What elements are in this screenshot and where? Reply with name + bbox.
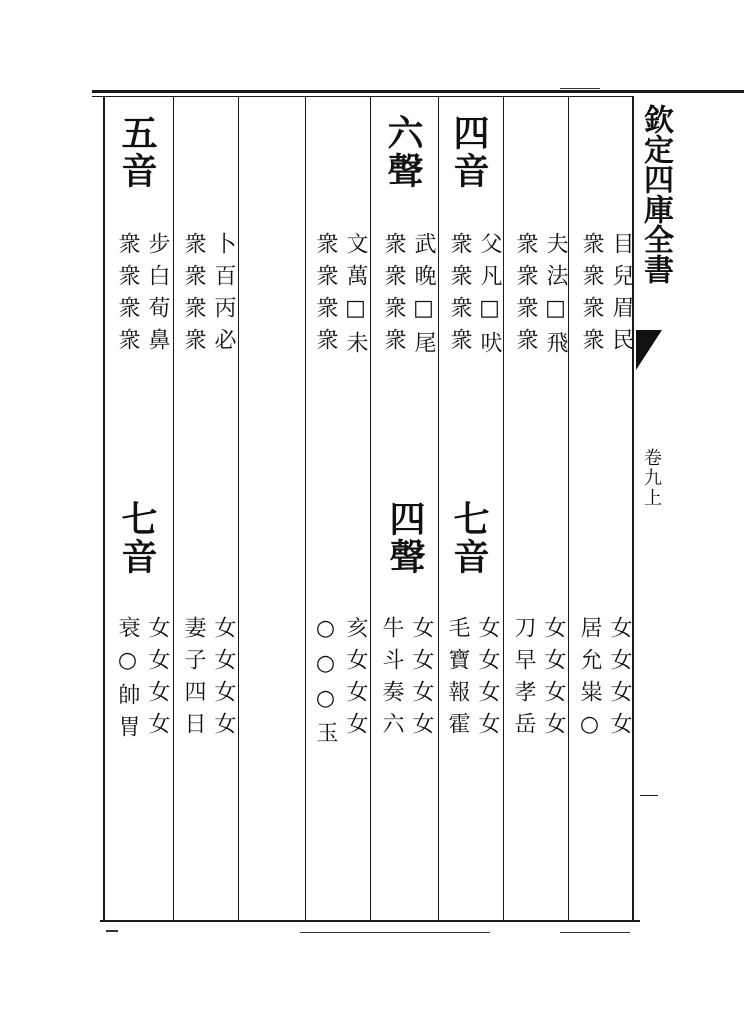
entry-column: 夫法□飛	[543, 232, 568, 363]
entry-column: 女女女女	[409, 616, 434, 744]
entry-column: 卜百丙必	[211, 232, 236, 360]
entry-column: 衆衆衆衆	[115, 232, 140, 360]
bottom-border	[100, 920, 640, 922]
entry-column: 居允粜○	[577, 616, 602, 747]
entry-column: 女女女女	[475, 616, 500, 744]
entry-column: 衆衆衆衆	[381, 232, 406, 360]
entry-column: 女女女女	[541, 616, 566, 744]
entry-column: 衰○帥胃	[115, 616, 140, 747]
entry-column: 衆衆衆衆	[579, 232, 604, 360]
entry-column: 毛寶報霍	[445, 616, 470, 744]
column-divider	[568, 96, 569, 920]
margin-tick	[640, 795, 658, 796]
scan-speck	[300, 932, 490, 933]
scan-speck	[560, 88, 600, 89]
column-divider	[438, 96, 439, 920]
entry-column: 女女女女	[607, 616, 632, 744]
entry-column: 女女女女	[211, 616, 236, 744]
entry-column: 文萬□未	[343, 232, 368, 363]
column-divider	[173, 96, 174, 920]
column-divider	[370, 96, 371, 920]
section-heading: 四聲	[384, 500, 426, 576]
entry-column: 衆衆衆衆	[181, 232, 206, 360]
entry-column: 妻子四日	[181, 616, 206, 744]
entry-column: 衆衆衆衆	[513, 232, 538, 360]
section-heading: 四音	[448, 114, 490, 190]
left-border	[103, 96, 105, 922]
entry-column: 衆衆衆衆	[447, 232, 472, 360]
entry-column: 父凡□吠	[477, 232, 502, 363]
section-heading: 七音	[448, 500, 490, 576]
column-divider	[238, 96, 239, 920]
section-heading: 五音	[116, 114, 158, 190]
margin-book-title: 欽定四庫全書	[638, 104, 673, 284]
entry-column: 女女女女	[145, 616, 170, 744]
entry-column: 目兒眉民	[609, 232, 634, 360]
margin-divider-line	[632, 96, 634, 922]
entry-column: 衆衆衆衆	[313, 232, 338, 360]
top-border	[92, 90, 744, 93]
scan-speck	[106, 930, 118, 932]
column-divider	[503, 96, 504, 920]
entry-column: 步白荀鼻	[145, 232, 170, 360]
scan-speck	[560, 932, 630, 933]
entry-column: 亥女女女	[343, 616, 368, 744]
entry-column: 武晚□尾	[411, 232, 436, 363]
entry-column: 牛斗奏六	[379, 616, 404, 744]
section-heading: 六聲	[382, 114, 424, 190]
fishtail-mark	[636, 330, 662, 370]
column-divider	[305, 96, 306, 920]
entry-column: ○○○玉	[313, 616, 338, 753]
entry-column: 刀早孝岳	[511, 616, 536, 744]
margin-volume: 卷九上	[641, 448, 662, 508]
section-heading: 七音	[116, 500, 158, 576]
